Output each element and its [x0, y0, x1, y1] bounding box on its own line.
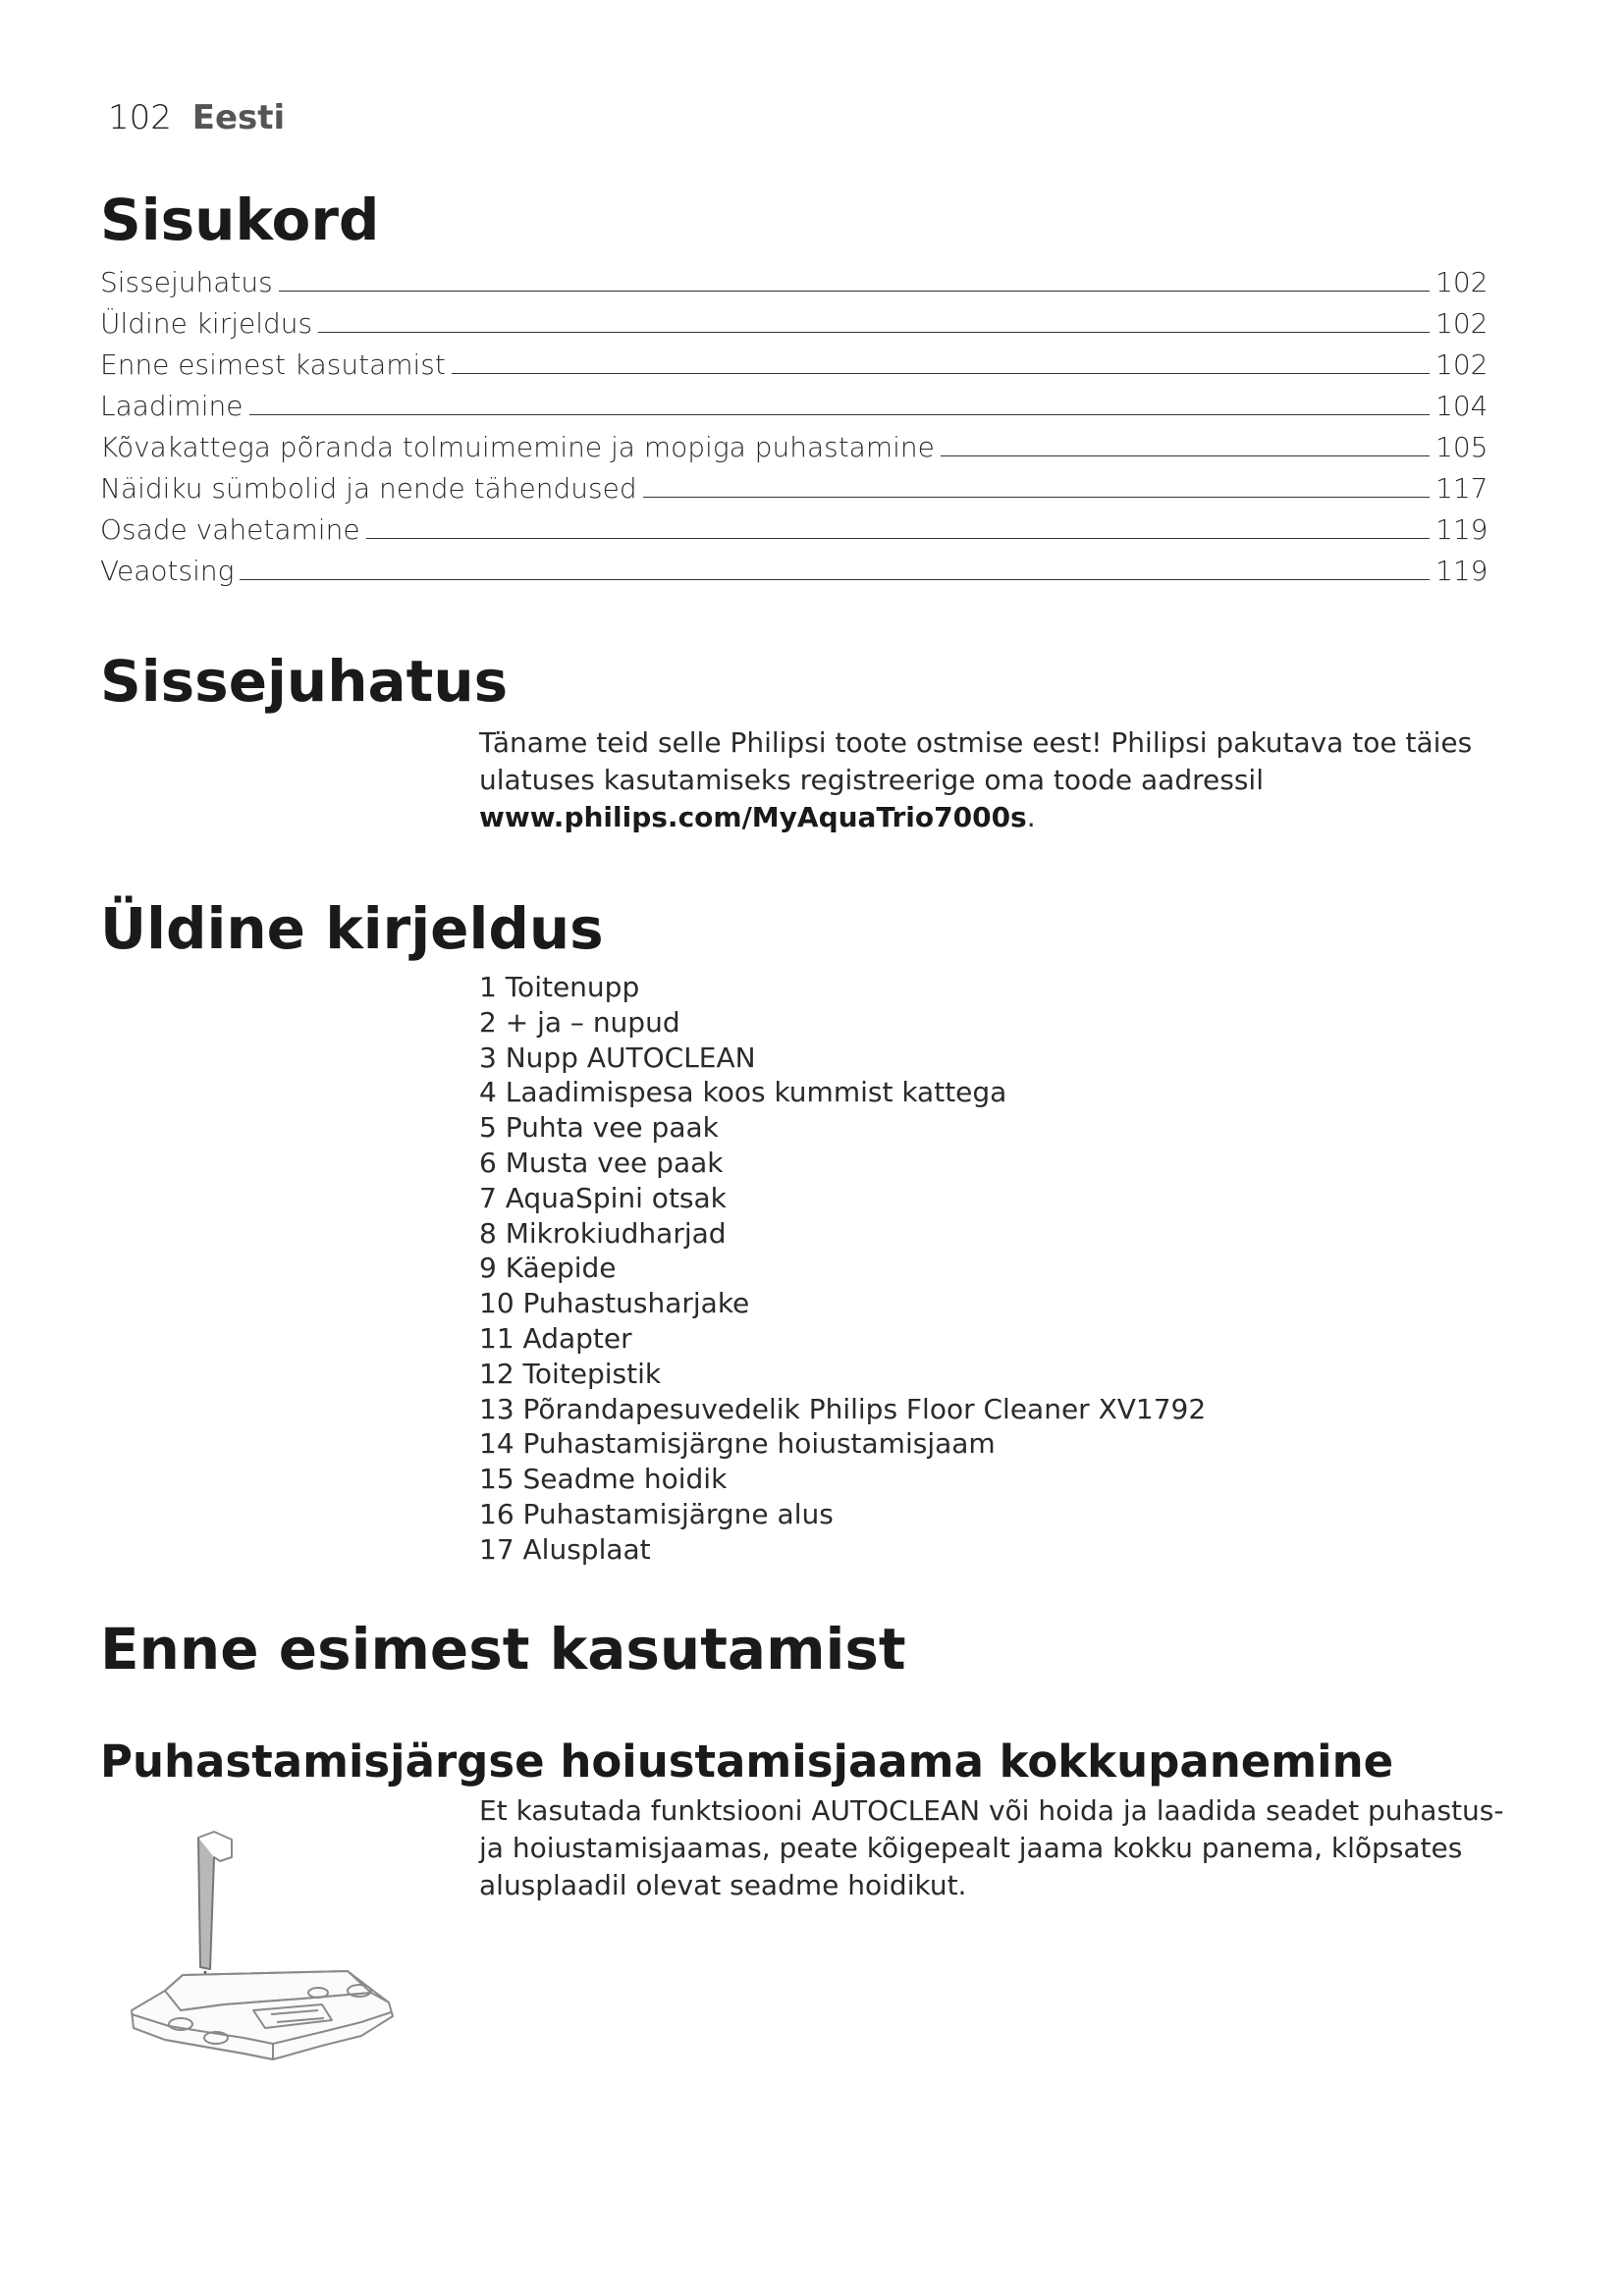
assembly-subheading: Puhastamisjärgse hoiustamisjaama kokkupanemine — [100, 1735, 1394, 1788]
toc-entry[interactable]: Sissejuhatus 102 — [100, 266, 1489, 298]
list-item: 15 Seadme hoidik — [479, 1463, 728, 1496]
list-item: 16 Puhastamisjärgne alus — [479, 1497, 834, 1530]
toc-title: Sisukord — [100, 187, 380, 253]
list-item: 12 Toitepistik — [479, 1357, 662, 1390]
parts-list — [479, 970, 1206, 1568]
table-of-contents — [100, 257, 1487, 587]
toc-entry[interactable]: Üldine kirjeldus 102 — [100, 307, 1489, 340]
list-item: 5 Puhta vee paak — [479, 1111, 719, 1145]
toc-entry[interactable]: Näidiku sümbolid ja nende tähendused 117 — [100, 472, 1489, 505]
toc-entry[interactable]: Veaotsing 119 — [100, 555, 1489, 587]
general-description-heading: Üldine kirjeldus — [100, 895, 604, 962]
list-item: 7 AquaSpini otsak — [479, 1181, 727, 1214]
toc-entry[interactable]: Enne esimest kasutamist 102 — [100, 348, 1489, 381]
list-item: 4 Laadimispesa koos kummist kattega — [479, 1076, 1007, 1109]
device-holder-icon — [198, 1838, 214, 1969]
intro-heading: Sissejuhatus — [100, 648, 509, 715]
page-header — [108, 98, 285, 137]
toc-entry[interactable]: Laadimine 104 — [100, 390, 1489, 422]
assembly-paragraph: Et kasutada funktsiooni AUTOCLEAN või hoida ja laadida seadet puhastus- ja hoiustamisjaamas, peate kõigepealt jaama kokku panema, klõpsates alusplaadil olevat seadme hoidikut. — [479, 1794, 1504, 1901]
list-item: 8 Mikrokiudharjad — [479, 1216, 727, 1250]
before-first-use-heading: Enne esimest kasutamist — [100, 1616, 906, 1682]
list-item: 2 + ja – nupud — [479, 1005, 680, 1039]
list-item: 17 Alusplaat — [479, 1532, 651, 1566]
toc-entry[interactable]: Osade vahetamine 119 — [100, 513, 1489, 546]
station-assembly-illustration — [126, 1818, 410, 2083]
list-item: 6 Musta vee paak — [479, 1146, 724, 1179]
list-item: 14 Puhastamisjärgne hoiustamisjaam — [479, 1427, 996, 1461]
list-item: 9 Käepide — [479, 1252, 617, 1285]
list-item: 3 Nupp AUTOCLEAN — [479, 1041, 756, 1074]
intro-paragraph: Täname teid selle Philipsi toote ostmise eest! Philipsi pakutava toe täies ulatuses kasutamiseks registreerige oma toode aadressil www.philips.com/MyAquaTrio7000s. — [479, 726, 1473, 833]
page-number: 102 — [108, 98, 172, 137]
registration-link[interactable]: www.philips.com/MyAquaTrio7000s — [479, 801, 1027, 833]
toc-entry[interactable]: Kõvakattega põranda tolmuimemine ja mopiga puhastamine 105 — [100, 431, 1489, 463]
list-item: 1 Toitenupp — [479, 971, 640, 1003]
list-item: 11 Adapter — [479, 1321, 632, 1355]
language-label: Eesti — [191, 98, 286, 137]
list-item: 10 Puhastusharjake — [479, 1287, 750, 1320]
list-item: 13 Põrandapesuvedelik Philips Floor Cleaner XV1792 — [479, 1392, 1207, 1425]
